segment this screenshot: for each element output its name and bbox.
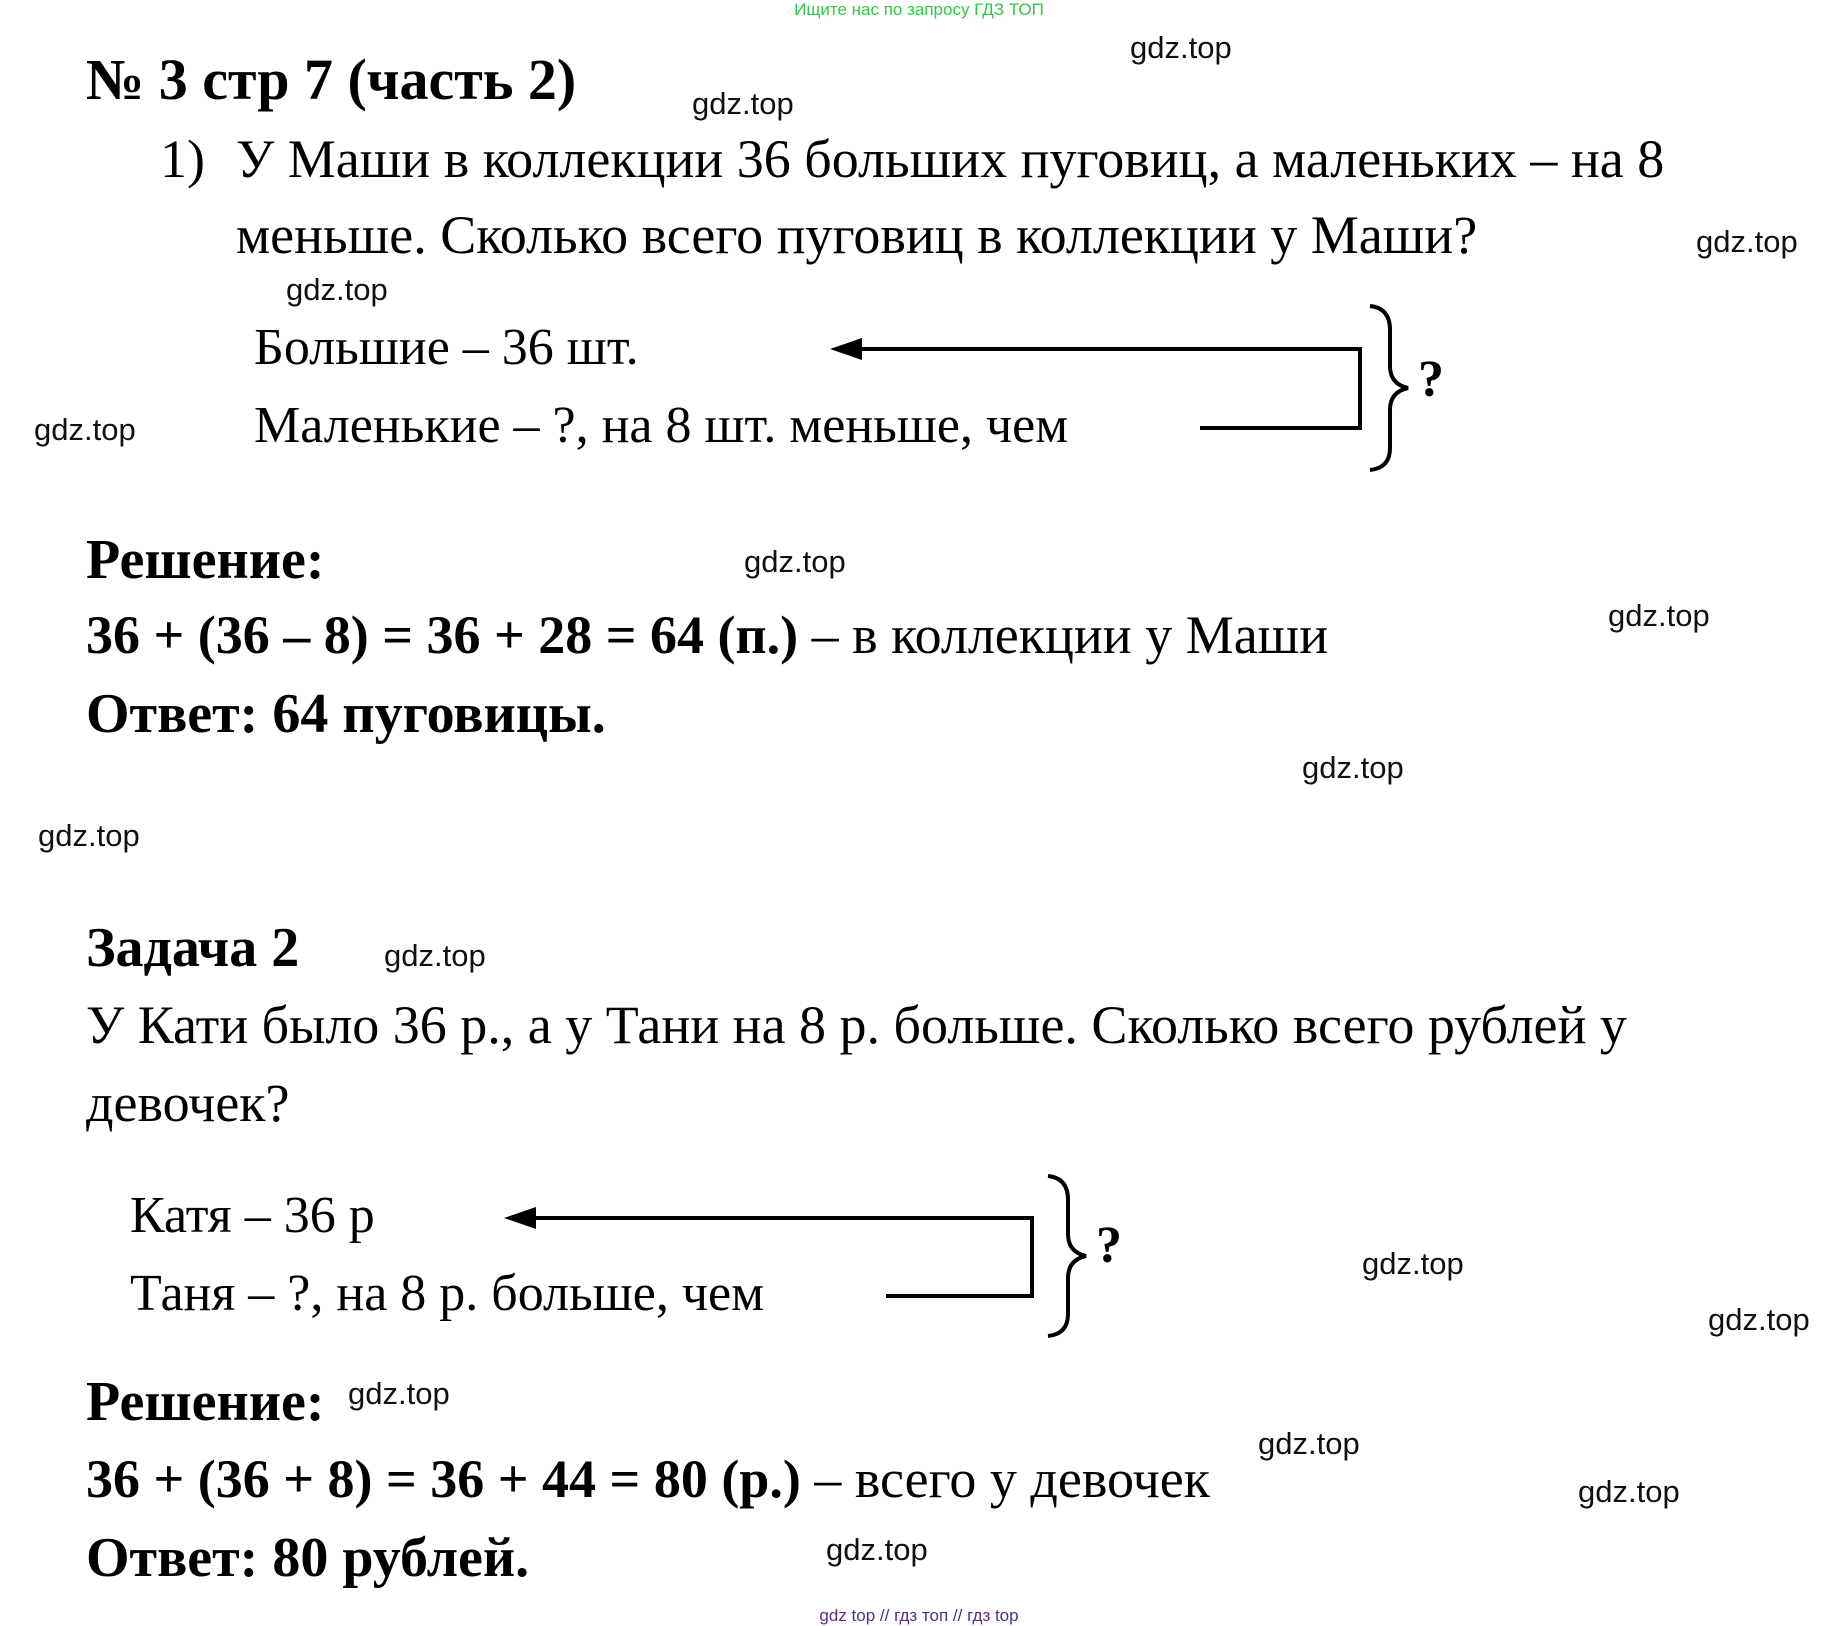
problem1-text-line1: У Маши в коллекции 36 больших пуговиц, а маленьких – на 8	[236, 129, 1665, 189]
watermark: gdz.top	[826, 1532, 928, 1567]
footer-links[interactable]: gdz top // гдз топ // гдз top	[819, 1606, 1019, 1625]
diagram2-question: ?	[1096, 1217, 1122, 1274]
problem1-solution-expression: 36 + (36 – 8) = 36 + 28 = 64 (п.)	[86, 605, 799, 665]
problem2-solution-expression: 36 + (36 + 8) = 36 + 44 = 80 (р.)	[86, 1449, 801, 1509]
watermark: gdz.top	[1696, 224, 1798, 259]
problem1-answer: Ответ: 64 пуговицы.	[86, 683, 606, 745]
watermark: gdz.top	[384, 938, 486, 973]
watermark: gdz.top	[1130, 30, 1232, 65]
problem1-solution-tail: – в коллекции у Маши	[798, 605, 1329, 665]
diagram1-brace	[1370, 306, 1408, 470]
watermark: gdz.top	[1362, 1246, 1464, 1281]
problem2-solution-tail: – всего у девочек	[800, 1449, 1210, 1509]
watermark: gdz.top	[1608, 598, 1710, 633]
problem2-heading: Задача 2	[86, 917, 300, 979]
diagram2-arrowhead	[504, 1207, 536, 1229]
watermark: gdz.top	[1258, 1426, 1360, 1461]
watermark: gdz.top	[38, 818, 140, 853]
top-banner[interactable]: Ищите нас по запросу ГДЗ ТОП	[794, 0, 1044, 19]
problem1-solution-heading: Решение:	[86, 529, 325, 591]
diagram1-arrowhead	[830, 338, 862, 360]
watermark: gdz.top	[286, 272, 388, 307]
problem1-number: 1)	[160, 129, 205, 189]
page-title: № 3 стр 7 (часть 2)	[86, 47, 577, 112]
diagram2-row-tanya: Таня – ?, на 8 р. больше, чем	[130, 1265, 764, 1322]
problem2-text-line2: девочек?	[86, 1073, 290, 1133]
diagram1-row-small: Маленькие – ?, на 8 шт. меньше, чем	[254, 397, 1069, 454]
watermark: gdz.top	[1578, 1474, 1680, 1509]
diagram2-brace	[1048, 1176, 1086, 1336]
problem2-answer: Ответ: 80 рублей.	[86, 1527, 530, 1589]
problem1-text-line2: меньше. Сколько всего пуговиц в коллекции у Маши?	[236, 205, 1478, 265]
watermark: gdz.top	[348, 1376, 450, 1411]
problem2-text-line1: У Кати было 36 р., а у Тани на 8 р. больше. Сколько всего рублей у	[86, 995, 1627, 1055]
watermark: gdz.top	[744, 544, 846, 579]
watermark: gdz.top	[1708, 1302, 1810, 1337]
watermark: gdz.top	[34, 412, 136, 447]
watermark: gdz.top	[1302, 750, 1404, 785]
diagram1-question: ?	[1418, 351, 1444, 408]
problem2-solution-heading: Решение:	[86, 1371, 325, 1433]
watermark: gdz.top	[692, 86, 794, 121]
diagram1-row-large: Большие – 36 шт.	[254, 319, 639, 376]
diagram2-row-katya: Катя – 36 р	[130, 1187, 375, 1244]
